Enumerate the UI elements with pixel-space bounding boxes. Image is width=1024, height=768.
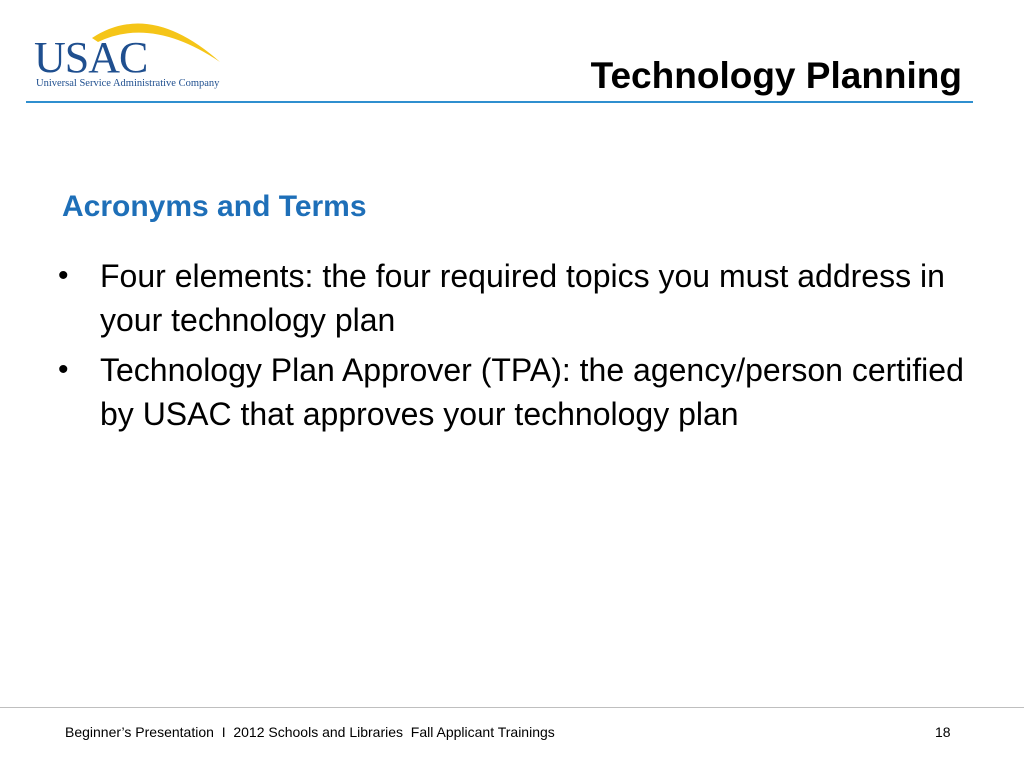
page-number: 18: [935, 724, 951, 740]
usac-logo: [30, 12, 230, 94]
page-title: Technology Planning: [590, 55, 962, 96]
bullet-icon: •: [58, 353, 69, 386]
logo-wordmark: USAC: [34, 33, 148, 82]
section-heading: Acronyms and Terms: [62, 190, 367, 223]
bullet-list: [58, 254, 978, 442]
footer-divider: [0, 707, 1024, 708]
bullet-text: Four elements: the four required topics you must address in your technology plan: [100, 258, 945, 338]
bullet-item: [58, 348, 978, 436]
bullet-text: Technology Plan Approver (TPA): the agency/person certified by USAC that approves your technology plan: [100, 352, 964, 432]
footer-text: Beginner’s Presentation I 2012 Schools and Libraries Fall Applicant Trainings: [65, 724, 555, 740]
bullet-item: [58, 254, 978, 342]
logo-tagline: Universal Service Administrative Company: [36, 78, 220, 89]
bullet-icon: •: [58, 259, 69, 292]
header-divider: [26, 101, 973, 103]
